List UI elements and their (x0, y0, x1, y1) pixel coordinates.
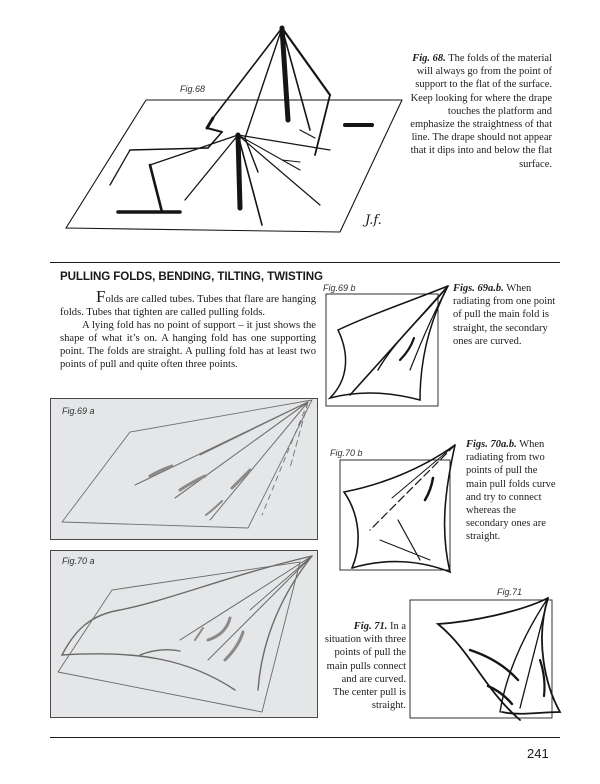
fig71-caption (324, 620, 406, 712)
paragraph-2: A lying fold has no point of support – it just shows the shape of what it’s on. A hanging fold has one supporting point. The folds are straight. A pulling fold has at least two points of pull and quite often three points. (60, 319, 316, 370)
fig71-caption-text: In a situation with three points of pull the main pulls connect and are curved. The center pull is straight. (324, 621, 406, 712)
fig70a-label: Fig.70 a (62, 556, 95, 566)
section-heading: PULLING FOLDS, BENDING, TILTING, TWISTING (60, 270, 323, 283)
fig70b-label: Fig.70 b (330, 448, 363, 458)
bottom-divider (50, 737, 560, 738)
fig71-label: Fig.71 (497, 587, 523, 597)
fig68-caption-lead: Fig. 68. (412, 53, 446, 64)
fig70b-caption-lead: Figs. 70a.b. (466, 439, 517, 450)
drop-cap: F (96, 287, 106, 306)
fig68-signature: J.f. (365, 213, 382, 228)
fig69b-caption-lead: Figs. 69a.b. (453, 283, 504, 294)
fig68-caption-text: The folds of the material will always go from the point of support to the flat of the surface. Keep looking for where the drape touches the platform and emphasize the straightness of that line. The drape should not appear that it dips into and below the flat surface. (410, 53, 552, 170)
paragraph-1-text: olds are called tubes. Tubes that flare are hanging folds. Tubes that tighten are called pulling folds. (60, 294, 316, 318)
fig71-caption-lead: Fig. 71. (353, 621, 388, 632)
fig69b-caption-text: When radiating from one point of pull the main fold is straight, the secondary ones are curved. (453, 283, 556, 347)
page-number: 241 (527, 746, 549, 761)
fig70b-caption-text: When radiating from two points of pull the main pull folds curve and try to connect whereas the secondary ones are straight. (466, 439, 556, 543)
fig69b-label: Fig.69 b (323, 283, 356, 293)
fig69a-label: Fig.69 a (62, 406, 95, 416)
fig68-label: Fig.68 (180, 84, 206, 94)
